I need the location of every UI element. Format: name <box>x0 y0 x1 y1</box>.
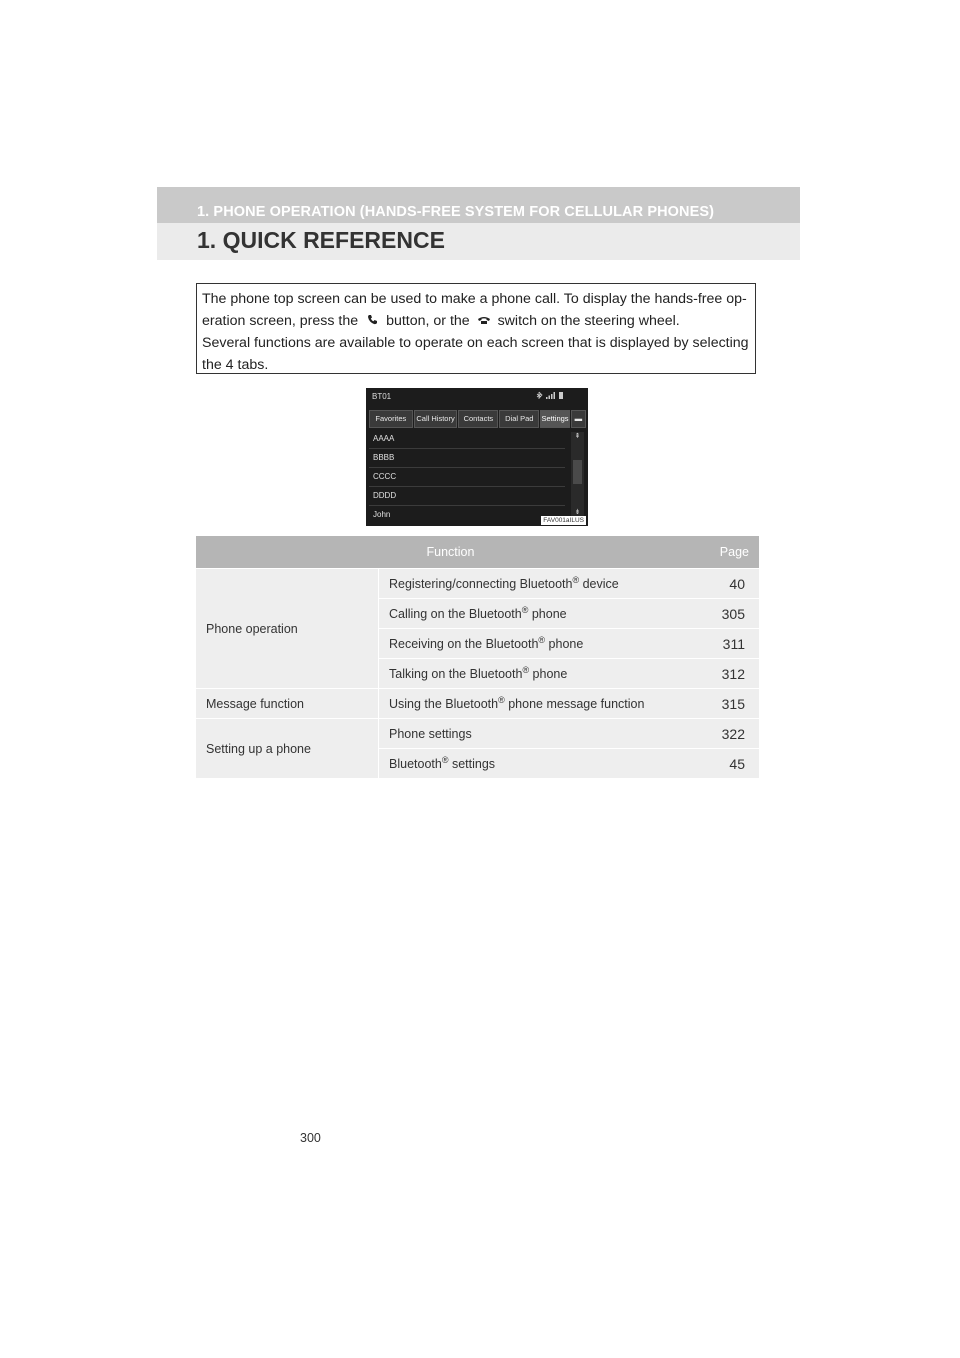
page-link[interactable]: 315 <box>705 689 759 719</box>
page-link[interactable]: 305 <box>705 599 759 629</box>
tab-favorites[interactable]: Favorites <box>369 410 413 428</box>
function-cell: Setting up a phone <box>196 719 379 779</box>
page-link[interactable]: 311 <box>705 629 759 659</box>
intro-line-2a: eration screen, press the <box>202 313 359 329</box>
function-cell: Phone operation <box>196 569 379 689</box>
menu-icon[interactable]: ▬ <box>571 410 586 428</box>
description-cell: Registering/connecting Bluetooth® device <box>379 569 706 599</box>
steering-phone-switch-icon <box>474 310 494 332</box>
column-header-page: Page <box>705 536 759 569</box>
tab-contacts[interactable]: Contacts <box>458 410 498 428</box>
contact-list <box>369 430 565 524</box>
scrollbar[interactable] <box>571 432 584 516</box>
tab-dial-pad[interactable]: Dial Pad <box>499 410 539 428</box>
page-link[interactable]: 45 <box>705 749 759 779</box>
scroll-down-icon[interactable]: ⇟ <box>574 509 581 516</box>
description-cell: Receiving on the Bluetooth® phone <box>379 629 706 659</box>
description-cell: Using the Bluetooth® phone message function <box>379 689 706 719</box>
table-row <box>196 689 759 719</box>
list-item[interactable]: AAAA <box>369 430 565 449</box>
tab-settings[interactable]: Settings <box>540 410 569 428</box>
list-item[interactable]: CCCC <box>369 468 565 487</box>
list-item[interactable]: DDDD <box>369 487 565 506</box>
intro-paragraph-1 <box>202 288 749 332</box>
chapter-title: 1. PHONE OPERATION (HANDS-FREE SYSTEM FOR CELLULAR PHONES) <box>197 204 715 220</box>
description-cell: Phone settings <box>379 719 706 749</box>
intro-paragraph-2: Several functions are available to operate on each screen that is displayed by selecting the 4 tabs. <box>202 335 749 373</box>
column-header-function: Function <box>196 536 705 569</box>
scroll-thumb[interactable] <box>573 460 582 484</box>
section-title: 1. QUICK REFERENCE <box>197 227 445 253</box>
phone-handset-icon <box>362 310 382 332</box>
table-row <box>196 719 759 749</box>
table-row <box>196 569 759 599</box>
list-item[interactable]: John <box>373 510 391 519</box>
intro-line-1: The phone top screen can be used to make a phone call. To display the hands-free op- <box>202 291 747 307</box>
scroll-up-icon[interactable]: ⇞ <box>574 433 581 440</box>
description-cell: Bluetooth® settings <box>379 749 706 779</box>
tab-call-history[interactable]: Call History <box>414 410 458 428</box>
page-link[interactable]: 312 <box>705 659 759 689</box>
description-cell: Talking on the Bluetooth® phone <box>379 659 706 689</box>
tab-bar <box>369 410 587 428</box>
page-number: 300 <box>300 1131 321 1145</box>
page-link[interactable]: 322 <box>705 719 759 749</box>
status-icons <box>536 391 566 402</box>
intro-line-2c: switch on the steering wheel. <box>497 313 680 329</box>
figure-code: FAV001aILUS <box>543 517 584 524</box>
table-header-row <box>196 536 759 569</box>
function-cell: Message function <box>196 689 379 719</box>
description-cell: Calling on the Bluetooth® phone <box>379 599 706 629</box>
intro-box <box>196 283 756 374</box>
intro-line-2b: button, or the <box>386 313 470 329</box>
quick-reference-table <box>196 536 759 778</box>
page-link[interactable]: 40 <box>705 569 759 599</box>
section-header <box>157 223 800 260</box>
phone-screen-screenshot <box>366 388 588 526</box>
chapter-header <box>157 187 800 223</box>
device-name: BT01 <box>372 392 392 401</box>
list-item[interactable]: BBBB <box>369 449 565 468</box>
